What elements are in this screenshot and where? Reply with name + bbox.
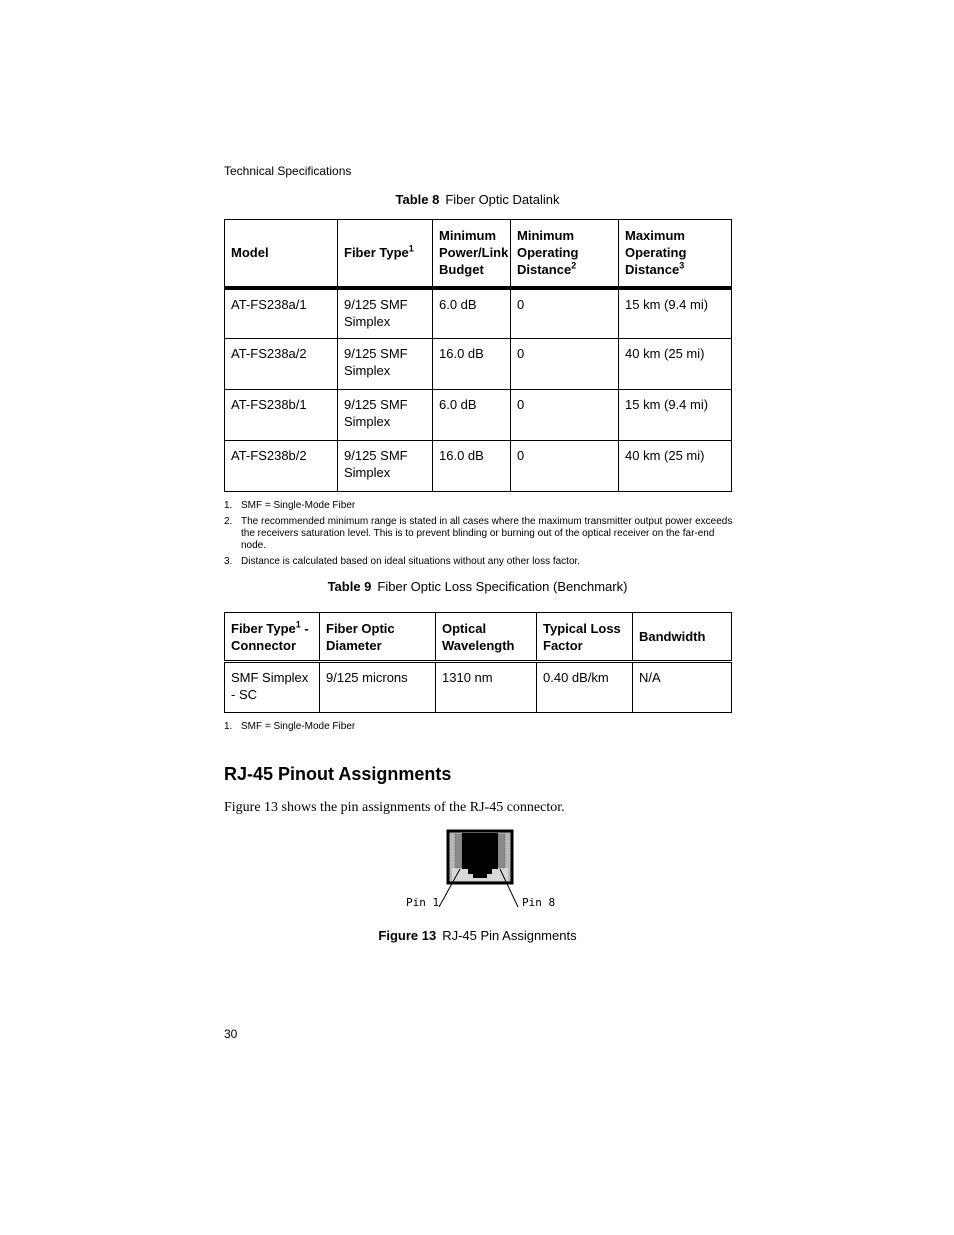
- rj45-jack-opening: [462, 833, 498, 869]
- pin1-label: Pin 1: [406, 896, 440, 909]
- table8-caption-label: Table 8: [395, 192, 440, 207]
- page-number: 30: [224, 1027, 238, 1041]
- table-cell: SMF Simplex - SC: [225, 662, 320, 713]
- table9-footnotes: [224, 721, 736, 737]
- table-row: [225, 662, 732, 713]
- rj45-latch-tab: [473, 873, 487, 878]
- footnote: 2. The recommended minimum range is stated in all cases where the maximum transmitter output power exceeds the receivers saturation level. This is to prevent blinding or burning out of the optical receiver on the far-end node.: [224, 516, 733, 551]
- table9-header-row: [225, 613, 732, 662]
- table8-header-max-distance: Maximum Operating Distance$^3$: [619, 220, 732, 288]
- table-cell: 9/125 microns: [320, 662, 436, 713]
- figure13-caption-label: Figure 13: [378, 928, 437, 943]
- table-cell: N/A: [633, 662, 732, 713]
- figure13-caption: [224, 928, 731, 943]
- table8-footnotes: [224, 500, 736, 572]
- table8-caption: [224, 192, 731, 207]
- table-cell: 0: [511, 288, 619, 339]
- table-cell: 0: [511, 339, 619, 390]
- table8-header-min-power-budget: Minimum Power/Link Budget: [433, 220, 511, 288]
- table-cell: 16.0 dB: [433, 441, 511, 492]
- table-cell: 9/125 SMF Simplex: [338, 339, 433, 390]
- rj45-left-wall: [455, 834, 462, 868]
- table-cell: 6.0 dB: [433, 390, 511, 441]
- table-cell: 15 km (9.4 mi): [619, 288, 732, 339]
- table-cell: 16.0 dB: [433, 339, 511, 390]
- table9-header-diameter: Fiber Optic Diameter: [320, 613, 436, 662]
- table-row: [225, 441, 732, 492]
- table-cell: 6.0 dB: [433, 288, 511, 339]
- footnote: 3. Distance is calculated based on ideal situations without any other loss factor.: [224, 556, 581, 567]
- table-cell: 9/125 SMF Simplex: [338, 288, 433, 339]
- table-cell: 15 km (9.4 mi): [619, 390, 732, 441]
- table-cell: 1310 nm: [436, 662, 537, 713]
- figure13-caption-text: RJ-45 Pin Assignments: [442, 928, 577, 943]
- table-cell: 40 km (25 mi): [619, 339, 732, 390]
- table-row: [225, 339, 732, 390]
- running-header: Technical Specifications: [224, 164, 352, 178]
- table9-header-loss-factor: Typical Loss Factor: [537, 613, 633, 662]
- fiber-optic-datalink-table: [224, 219, 732, 492]
- table8-header-min-distance: Minimum Operating Distance$^2$: [511, 220, 619, 288]
- table8-caption-text: Fiber Optic Datalink: [445, 192, 560, 207]
- table-cell: 9/125 SMF Simplex: [338, 390, 433, 441]
- table-cell: 0.40 dB/km: [537, 662, 633, 713]
- table-cell: 0: [511, 390, 619, 441]
- footnote: 1. SMF = Single-Mode Fiber: [224, 721, 356, 732]
- table-cell: AT-FS238b/2: [225, 441, 338, 492]
- table-cell: AT-FS238a/1: [225, 288, 338, 339]
- table-row: [225, 288, 732, 339]
- table9-header-wavelength: Optical Wavelength: [436, 613, 537, 662]
- table-cell: 9/125 SMF Simplex: [338, 441, 433, 492]
- table-cell: 0: [511, 441, 619, 492]
- section-title: RJ-45 Pinout Assignments: [224, 764, 452, 784]
- table9-caption-text: Fiber Optic Loss Specification (Benchmark): [377, 579, 628, 594]
- rj45-right-wall: [498, 834, 505, 868]
- table9-header-bandwidth: Bandwidth: [633, 613, 732, 662]
- footnote: 1. SMF = Single-Mode Fiber: [224, 500, 356, 511]
- table9-caption: [224, 579, 731, 594]
- table8-header-row: [225, 220, 732, 288]
- section-body-text: Figure 13 shows the pin assignments of the RJ-45 connector.: [224, 800, 565, 815]
- table8-header-fiber-type: Fiber Type$^1$: [338, 220, 433, 288]
- table-cell: 40 km (25 mi): [619, 441, 732, 492]
- table-cell: AT-FS238a/2: [225, 339, 338, 390]
- table8-header-model: Model: [225, 220, 338, 288]
- table-cell: AT-FS238b/1: [225, 390, 338, 441]
- table-row: [225, 390, 732, 441]
- table9-caption-label: Table 9: [327, 579, 372, 594]
- table9-header-fiber-type-connector: Fiber Type$^1$ - Connector: [225, 613, 320, 662]
- fiber-optic-loss-table: [224, 612, 732, 713]
- pin8-label: Pin 8: [522, 896, 556, 909]
